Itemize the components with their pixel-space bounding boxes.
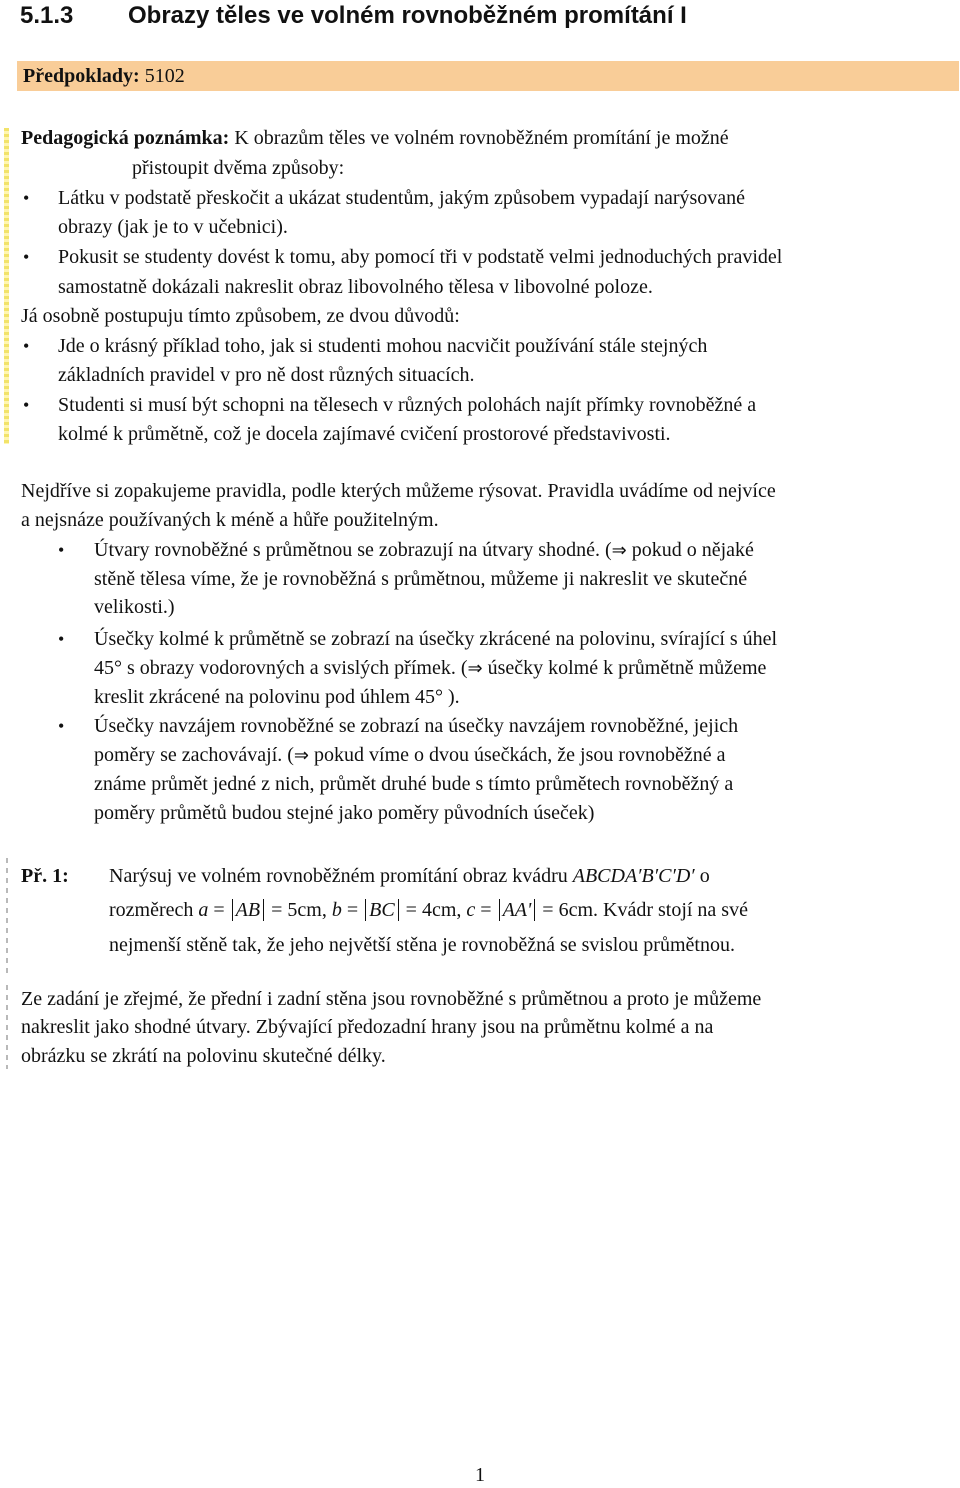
reason-2-line-2: kolmé k průmětně, což je docela zajímavé cvičení prostorové představivosti. (58, 423, 671, 445)
bullet-icon: • (23, 336, 30, 356)
reason-1-line-1: Jde o krásný příklad toho, jak si studenti mohou nacvičit používání stále stejných (58, 335, 708, 357)
prerequisites (23, 63, 185, 89)
rule-3-line-1: Úsečky navzájem rovnoběžné se zobrazí na úsečky navzájem rovnoběžné, jejich (94, 715, 739, 737)
option-1-line-2: obrazy (jak je to v učebnici). (58, 216, 288, 238)
rules-intro-line-2: a nejsnáze používaných k méně a hůře použitelným. (21, 509, 439, 531)
solid-name: ABCDA′B′C′D′ (572, 865, 695, 887)
example-line-1: Narýsuj ve volném rovnoběžném promítání obraz kvádru ABCDA′B′C′D′ o (109, 865, 710, 887)
page-title (20, 0, 687, 32)
section-number: 5.1.3 (20, 2, 74, 29)
bullet-icon: • (23, 188, 30, 208)
segment-aa: AA' (499, 899, 536, 921)
rule-1-line-1: Útvary rovnoběžné s průmětnou se zobrazují na útvary shodné. (⇒ pokud o nějaké (94, 539, 754, 561)
teacher-note-intro-cont: přistoupit dvěma způsoby: (132, 157, 345, 179)
reason-2-line-1: Studenti si musí být schopni na tělesech v různých polohách najít přímky rovnoběžné a (58, 394, 757, 416)
rule-1-line-3: velikosti.) (94, 596, 175, 618)
rule-2-line-3: kreslit zkrácené na polovinu pod úhlem 45° ). (94, 686, 460, 708)
conclusion-line-2: nakreslit jako shodné útvary. Zbývající předozadní hrany jsou na průmětnu kolmé a na (21, 1016, 714, 1038)
angle-value: 45° (94, 657, 122, 679)
teacher-note-label: Pedagogická poznámka: (21, 127, 230, 149)
example-line-2: rozměrech a = AB = 5cm, b = BC = 4cm, c = AA' = 6cm. Kvádr stojí na své (109, 899, 748, 921)
page-number: 1 (475, 1464, 485, 1486)
conclusion-line-1: Ze zadání je zřejmé, že přední i zadní stěna jsou rovnoběžné s průmětnou a proto je můžeme (21, 988, 762, 1010)
reason-intro: Já osobně postupuju tímto způsobem, ze dvou důvodů: (21, 305, 460, 327)
bullet-icon: • (58, 629, 65, 649)
segment-bc: BC (365, 899, 399, 921)
implies-icon: ⇒ (293, 745, 310, 766)
rule-3-line-2: poměry se zachovávají. (⇒ pokud víme o dvou úsečkách, že jsou rovnoběžné a (94, 744, 726, 766)
rule-2-line-2: 45° s obrazy vodorovných a svislých přímek. (⇒ úsečky kolmé k průmětně můžeme (94, 657, 767, 679)
rules-intro-line-1: Nejdříve si zopakujeme pravidla, podle kterých můžeme rýsovat. Pravidla uvádíme od nejvíce (21, 480, 776, 502)
angle-value: 45° (415, 686, 444, 708)
option-2-line-1: Pokusit se studenty dovést k tomu, aby pomocí tři v podstatě velmi jednoduchých pravidel (58, 246, 783, 268)
example-label: Př. 1: (21, 865, 69, 887)
example-margin-marker (6, 858, 8, 974)
bullet-icon: • (23, 247, 30, 267)
rule-2-line-1: Úsečky kolmé k průmětně se zobrazí na úsečky zkrácené na polovinu, svírající s úhel (94, 628, 778, 650)
option-1-line-1: Látku v podstatě přeskočit a ukázat studentům, jakým způsobem vypadají narýsované (58, 187, 746, 209)
reason-1-line-2: základních pravidel v pro ně dost různých situacích. (58, 364, 475, 386)
conclusion-line-3: obrázku se zkrátí na polovinu skutečné délky. (21, 1045, 386, 1067)
conclusion-margin-marker (6, 985, 8, 1069)
rule-3-line-4: poměry průmětů budou stejné jako poměry původních úseček) (94, 802, 595, 824)
prerequisites-value: 5102 (139, 65, 185, 87)
segment-ab: AB (232, 899, 264, 921)
option-2-line-2: samostatně dokázali nakreslit obraz libovolného tělesa v libovolné poloze. (58, 276, 653, 298)
bullet-icon: • (58, 716, 65, 736)
prerequisites-label: Předpoklady: (23, 65, 140, 87)
implies-icon: ⇒ (611, 540, 627, 561)
example-line-3: nejmenší stěně tak, že jeho největší stěna je rovnoběžná se svislou průmětnou. (109, 934, 735, 956)
bullet-icon: • (23, 395, 30, 415)
section-title: Obrazy těles ve volném rovnoběžném promítání I (128, 2, 687, 29)
rule-1-line-2: stěně tělesa víme, že je rovnoběžná s průmětnou, můžeme ji nakreslit ve skutečné (94, 568, 748, 590)
bullet-icon: • (58, 540, 65, 560)
implies-icon: ⇒ (467, 658, 483, 679)
rule-3-line-3: známe průmět jedné z nich, průmět druhé bude s tímto průmětech rovnoběžný a (94, 773, 734, 795)
teacher-note-margin-marker (4, 128, 9, 444)
teacher-note-intro: Pedagogická poznámka: K obrazům těles ve volném rovnoběžném promítání je možné (21, 127, 729, 149)
